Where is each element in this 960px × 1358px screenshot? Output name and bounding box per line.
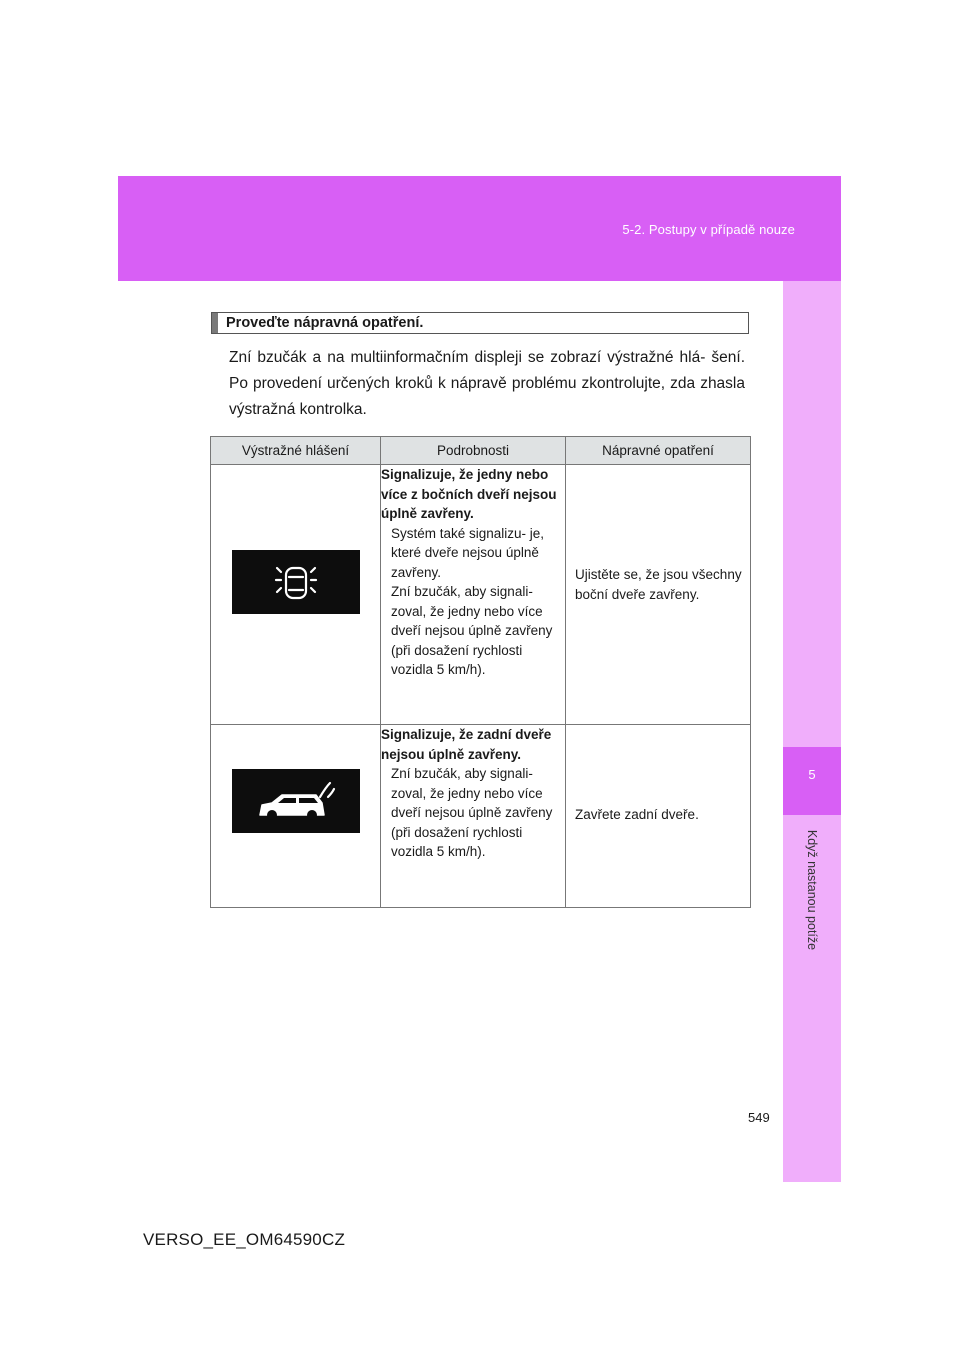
details-lead: Signalizuje, že zadní dveře nejsou úplně zavřeny.	[381, 727, 552, 762]
side-tab-strip	[783, 281, 841, 1182]
column-header-details: Podrobnosti	[381, 437, 566, 465]
page-number: 549	[748, 1110, 770, 1125]
remedy-cell	[566, 465, 751, 725]
chapter-tab	[783, 747, 841, 815]
column-header-remedy: Nápravné opatření	[566, 437, 751, 465]
header-band	[118, 176, 841, 281]
details-cell	[381, 465, 566, 725]
chapter-title: Když nastanou potíže	[805, 829, 819, 951]
warning-message-cell	[211, 725, 381, 908]
table-row	[211, 725, 751, 908]
section-title: 5-2. Postupy v případě nouze	[622, 222, 795, 237]
warning-message-cell	[211, 465, 381, 725]
details-sub: Systém také signalizu- je, které dveře nejsou úplně zavřeny.	[391, 525, 545, 580]
details-sub: Zní bzučák, aby signali- zoval, že jedny nebo více dveří nejsou úplně zavřeny (při dosažení rychlosti vozidla 5 km/h).	[391, 766, 553, 859]
heading-text: Proveďte nápravná opatření.	[226, 315, 424, 331]
remedy-cell	[566, 725, 751, 908]
column-header-message: Výstražné hlášení	[211, 437, 381, 465]
side-door-open-icon	[232, 550, 360, 614]
section-heading	[211, 312, 749, 334]
details-lead: Signalizuje, že jedny nebo více z bočních dveří nejsou úplně zavřeny.	[381, 467, 557, 521]
remedy-text: Ujistěte se, že jsou všechny boční dveře zavřeny.	[575, 567, 742, 602]
table-header-row	[211, 437, 751, 465]
warning-table	[210, 436, 751, 908]
details-cell	[381, 725, 566, 908]
chapter-number: 5	[808, 767, 816, 782]
table-row	[211, 465, 751, 725]
document-code: VERSO_EE_OM64590CZ	[143, 1230, 346, 1249]
back-door-open-icon	[232, 769, 360, 833]
details-sub: Zní bzučák, aby signali- zoval, že jedny nebo více dveří nejsou úplně zavřeny (při dosažení rychlosti vozidla 5 km/h).	[391, 584, 553, 677]
intro-paragraph: Zní bzučák a na multiinformačním displeji se zobrazí výstražné hlá- šení. Po provedení určených kroků k nápravě problému zkontrolujte, zda zhasla výstražná kontrolka.	[229, 349, 745, 418]
remedy-text: Zavřete zadní dveře.	[575, 807, 699, 822]
heading-marker	[212, 313, 218, 333]
